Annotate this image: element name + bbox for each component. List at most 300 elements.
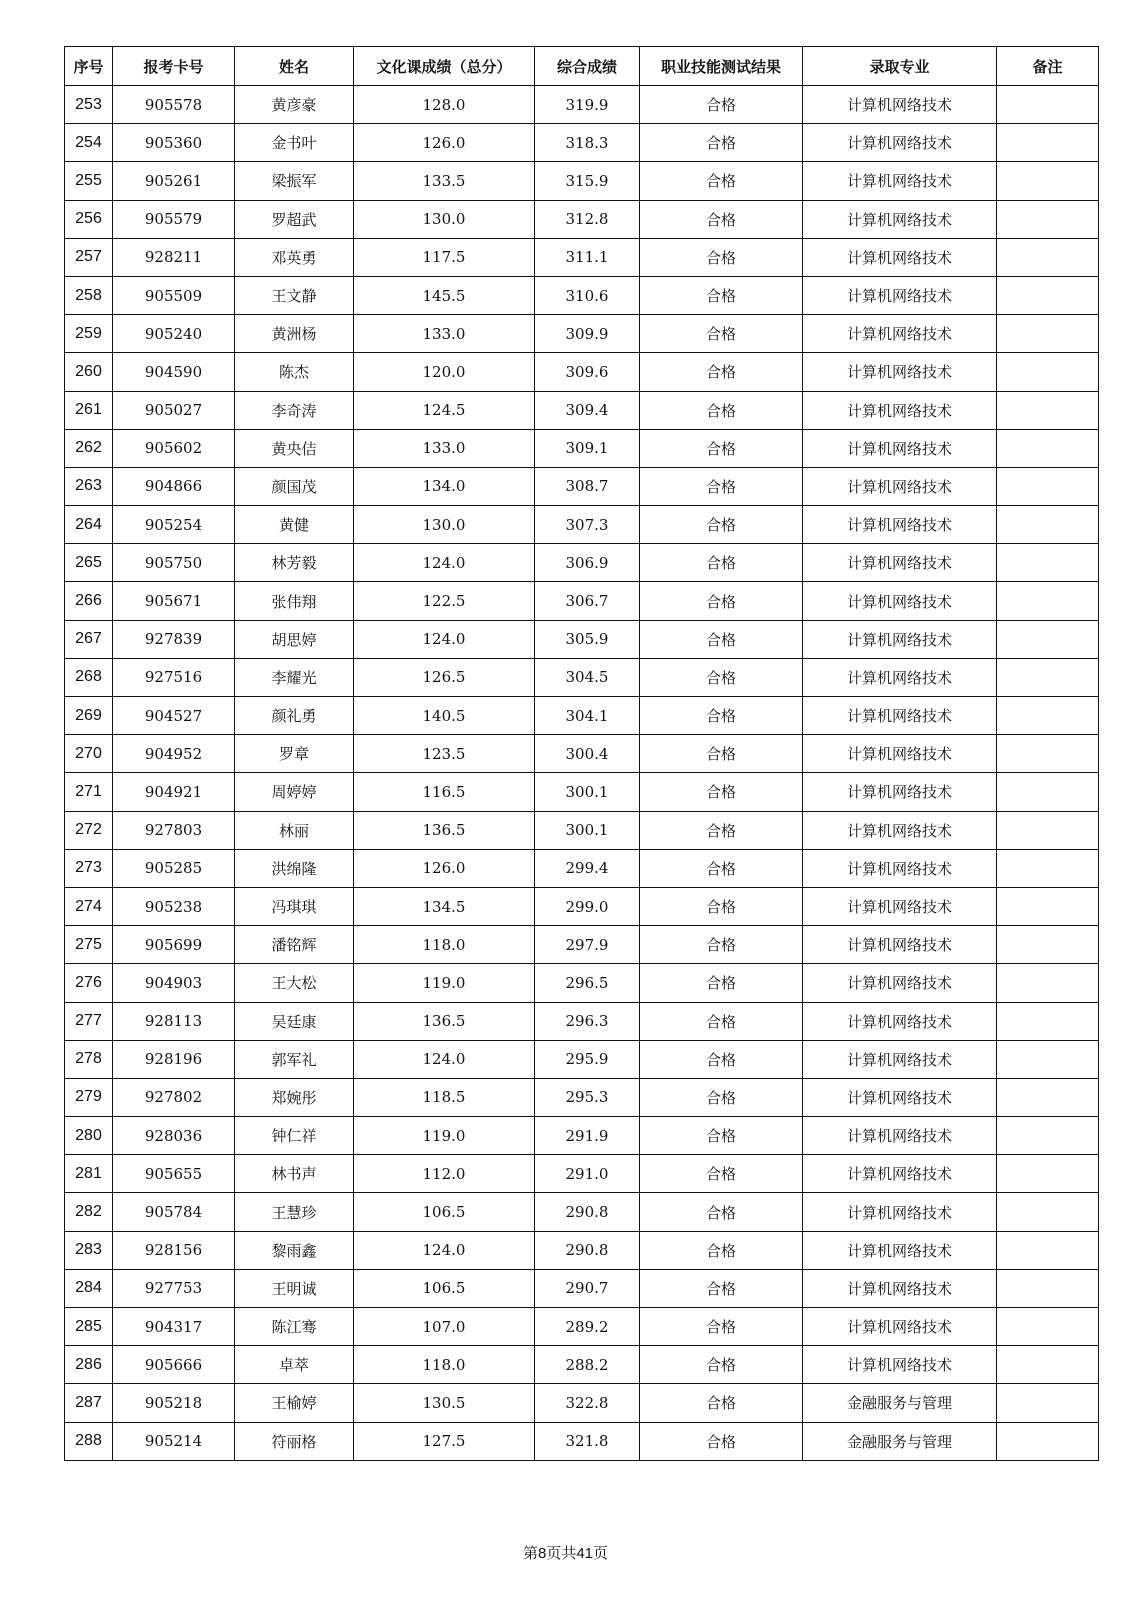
cell-exam-card-no: 928211 — [113, 238, 235, 276]
cell-composite-score: 305.9 — [535, 620, 640, 658]
cell-exam-card-no: 927516 — [113, 658, 235, 696]
cell-seq: 287 — [65, 1384, 113, 1422]
cell-exam-card-no: 905360 — [113, 124, 235, 162]
cell-name: 王文静 — [235, 276, 354, 314]
cell-seq: 265 — [65, 544, 113, 582]
cell-culture-score: 119.0 — [354, 1117, 535, 1155]
cell-exam-card-no: 928113 — [113, 1002, 235, 1040]
table-row — [65, 1422, 1099, 1460]
cell-culture-score: 124.0 — [354, 620, 535, 658]
cell-seq: 280 — [65, 1117, 113, 1155]
cell-remarks — [997, 1040, 1099, 1078]
cell-exam-card-no: 928196 — [113, 1040, 235, 1078]
cell-remarks — [997, 467, 1099, 505]
cell-skill-test-result: 合格 — [640, 276, 803, 314]
cell-name: 王慧珍 — [235, 1193, 354, 1231]
cell-remarks — [997, 811, 1099, 849]
cell-culture-score: 118.0 — [354, 1346, 535, 1384]
cell-culture-score: 119.0 — [354, 964, 535, 1002]
cell-composite-score: 296.5 — [535, 964, 640, 1002]
cell-composite-score: 304.5 — [535, 658, 640, 696]
cell-exam-card-no: 904317 — [113, 1308, 235, 1346]
cell-remarks — [997, 658, 1099, 696]
cell-admitted-major: 计算机网络技术 — [803, 391, 997, 429]
cell-remarks — [997, 1117, 1099, 1155]
cell-composite-score: 300.4 — [535, 735, 640, 773]
cell-name: 黄彦豪 — [235, 86, 354, 124]
cell-name: 黎雨鑫 — [235, 1231, 354, 1269]
cell-composite-score: 319.9 — [535, 86, 640, 124]
cell-admitted-major: 计算机网络技术 — [803, 926, 997, 964]
cell-exam-card-no: 905285 — [113, 849, 235, 887]
table-row — [65, 1308, 1099, 1346]
cell-seq: 254 — [65, 124, 113, 162]
cell-admitted-major: 计算机网络技术 — [803, 429, 997, 467]
cell-seq: 264 — [65, 506, 113, 544]
table-row — [65, 1193, 1099, 1231]
cell-composite-score: 295.3 — [535, 1078, 640, 1116]
cell-exam-card-no: 905655 — [113, 1155, 235, 1193]
cell-remarks — [997, 1269, 1099, 1307]
page-footer — [0, 1542, 1131, 1563]
cell-seq: 257 — [65, 238, 113, 276]
cell-seq: 274 — [65, 887, 113, 925]
cell-culture-score: 106.5 — [354, 1269, 535, 1307]
cell-admitted-major: 计算机网络技术 — [803, 124, 997, 162]
cell-exam-card-no: 905238 — [113, 887, 235, 925]
table-row — [65, 1155, 1099, 1193]
cell-skill-test-result: 合格 — [640, 506, 803, 544]
cell-culture-score: 140.5 — [354, 697, 535, 735]
cell-remarks — [997, 1155, 1099, 1193]
cell-admitted-major: 计算机网络技术 — [803, 1269, 997, 1307]
header-remarks: 备注 — [997, 47, 1099, 86]
cell-remarks — [997, 1002, 1099, 1040]
cell-name: 黄健 — [235, 506, 354, 544]
cell-name: 林丽 — [235, 811, 354, 849]
table-row — [65, 1269, 1099, 1307]
cell-exam-card-no: 905666 — [113, 1346, 235, 1384]
cell-culture-score: 136.5 — [354, 1002, 535, 1040]
cell-remarks — [997, 964, 1099, 1002]
table-body — [65, 86, 1099, 1461]
table-row — [65, 620, 1099, 658]
cell-seq: 276 — [65, 964, 113, 1002]
cell-culture-score: 128.0 — [354, 86, 535, 124]
cell-composite-score: 288.2 — [535, 1346, 640, 1384]
cell-composite-score: 299.4 — [535, 849, 640, 887]
cell-exam-card-no: 904866 — [113, 467, 235, 505]
cell-composite-score: 308.7 — [535, 467, 640, 505]
cell-skill-test-result: 合格 — [640, 1002, 803, 1040]
cell-culture-score: 126.5 — [354, 658, 535, 696]
cell-composite-score: 322.8 — [535, 1384, 640, 1422]
cell-remarks — [997, 200, 1099, 238]
cell-exam-card-no: 927802 — [113, 1078, 235, 1116]
table-row — [65, 1078, 1099, 1116]
cell-exam-card-no: 905578 — [113, 86, 235, 124]
cell-culture-score: 124.0 — [354, 1231, 535, 1269]
cell-seq: 256 — [65, 200, 113, 238]
cell-admitted-major: 计算机网络技术 — [803, 620, 997, 658]
header-composite-score: 综合成绩 — [535, 47, 640, 86]
cell-culture-score: 130.0 — [354, 200, 535, 238]
cell-culture-score: 136.5 — [354, 811, 535, 849]
cell-skill-test-result: 合格 — [640, 926, 803, 964]
cell-name: 王明诚 — [235, 1269, 354, 1307]
cell-seq: 261 — [65, 391, 113, 429]
cell-culture-score: 122.5 — [354, 582, 535, 620]
cell-admitted-major: 计算机网络技术 — [803, 811, 997, 849]
cell-remarks — [997, 1231, 1099, 1269]
cell-remarks — [997, 1308, 1099, 1346]
table-row — [65, 200, 1099, 238]
cell-skill-test-result: 合格 — [640, 1384, 803, 1422]
table-row — [65, 582, 1099, 620]
cell-skill-test-result: 合格 — [640, 1346, 803, 1384]
cell-composite-score: 296.3 — [535, 1002, 640, 1040]
cell-name: 黄央佶 — [235, 429, 354, 467]
cell-composite-score: 290.8 — [535, 1193, 640, 1231]
cell-composite-score: 318.3 — [535, 124, 640, 162]
table-row — [65, 1231, 1099, 1269]
table-row — [65, 429, 1099, 467]
cell-skill-test-result: 合格 — [640, 582, 803, 620]
cell-skill-test-result: 合格 — [640, 1155, 803, 1193]
cell-remarks — [997, 315, 1099, 353]
cell-composite-score: 321.8 — [535, 1422, 640, 1460]
cell-name: 金书叶 — [235, 124, 354, 162]
cell-exam-card-no: 905579 — [113, 200, 235, 238]
cell-admitted-major: 计算机网络技术 — [803, 200, 997, 238]
cell-composite-score: 290.8 — [535, 1231, 640, 1269]
cell-remarks — [997, 124, 1099, 162]
cell-admitted-major: 计算机网络技术 — [803, 697, 997, 735]
cell-skill-test-result: 合格 — [640, 620, 803, 658]
table-row — [65, 353, 1099, 391]
cell-admitted-major: 计算机网络技术 — [803, 1346, 997, 1384]
cell-composite-score: 304.1 — [535, 697, 640, 735]
cell-composite-score: 291.0 — [535, 1155, 640, 1193]
cell-name: 王大松 — [235, 964, 354, 1002]
cell-remarks — [997, 926, 1099, 964]
cell-culture-score: 130.5 — [354, 1384, 535, 1422]
admission-list-table-wrapper — [64, 46, 1098, 1461]
cell-seq: 268 — [65, 658, 113, 696]
cell-admitted-major: 计算机网络技术 — [803, 1078, 997, 1116]
cell-name: 卓萃 — [235, 1346, 354, 1384]
cell-composite-score: 307.3 — [535, 506, 640, 544]
cell-culture-score: 145.5 — [354, 276, 535, 314]
header-culture-score: 文化课成绩（总分） — [354, 47, 535, 86]
cell-name: 颜国茂 — [235, 467, 354, 505]
table-row — [65, 1346, 1099, 1384]
cell-culture-score: 126.0 — [354, 124, 535, 162]
cell-remarks — [997, 353, 1099, 391]
cell-skill-test-result: 合格 — [640, 1193, 803, 1231]
cell-composite-score: 306.7 — [535, 582, 640, 620]
cell-culture-score: 116.5 — [354, 773, 535, 811]
cell-seq: 277 — [65, 1002, 113, 1040]
cell-culture-score: 133.5 — [354, 162, 535, 200]
table-row — [65, 1117, 1099, 1155]
cell-admitted-major: 计算机网络技术 — [803, 1193, 997, 1231]
cell-skill-test-result: 合格 — [640, 544, 803, 582]
cell-exam-card-no: 905750 — [113, 544, 235, 582]
cell-name: 洪绵隆 — [235, 849, 354, 887]
table-row — [65, 391, 1099, 429]
cell-remarks — [997, 544, 1099, 582]
cell-seq: 279 — [65, 1078, 113, 1116]
cell-composite-score: 309.6 — [535, 353, 640, 391]
cell-skill-test-result: 合格 — [640, 849, 803, 887]
cell-admitted-major: 计算机网络技术 — [803, 467, 997, 505]
cell-skill-test-result: 合格 — [640, 124, 803, 162]
cell-name: 林芳毅 — [235, 544, 354, 582]
table-row — [65, 544, 1099, 582]
cell-name: 吴廷康 — [235, 1002, 354, 1040]
cell-seq: 269 — [65, 697, 113, 735]
cell-seq: 267 — [65, 620, 113, 658]
cell-seq: 278 — [65, 1040, 113, 1078]
cell-seq: 284 — [65, 1269, 113, 1307]
cell-seq: 271 — [65, 773, 113, 811]
cell-remarks — [997, 1346, 1099, 1384]
cell-composite-score: 315.9 — [535, 162, 640, 200]
cell-remarks — [997, 735, 1099, 773]
cell-composite-score: 312.8 — [535, 200, 640, 238]
cell-skill-test-result: 合格 — [640, 162, 803, 200]
header-name: 姓名 — [235, 47, 354, 86]
cell-seq: 260 — [65, 353, 113, 391]
cell-skill-test-result: 合格 — [640, 1117, 803, 1155]
cell-skill-test-result: 合格 — [640, 391, 803, 429]
cell-skill-test-result: 合格 — [640, 429, 803, 467]
cell-exam-card-no: 905261 — [113, 162, 235, 200]
cell-skill-test-result: 合格 — [640, 735, 803, 773]
cell-seq: 283 — [65, 1231, 113, 1269]
cell-composite-score: 300.1 — [535, 811, 640, 849]
cell-seq: 273 — [65, 849, 113, 887]
cell-name: 梁振军 — [235, 162, 354, 200]
table-row — [65, 238, 1099, 276]
cell-exam-card-no: 905699 — [113, 926, 235, 964]
cell-exam-card-no: 905240 — [113, 315, 235, 353]
cell-composite-score: 295.9 — [535, 1040, 640, 1078]
cell-remarks — [997, 887, 1099, 925]
cell-exam-card-no: 905509 — [113, 276, 235, 314]
cell-seq: 255 — [65, 162, 113, 200]
table-row — [65, 506, 1099, 544]
cell-admitted-major: 计算机网络技术 — [803, 582, 997, 620]
cell-seq: 259 — [65, 315, 113, 353]
table-row — [65, 1040, 1099, 1078]
cell-admitted-major: 计算机网络技术 — [803, 315, 997, 353]
cell-remarks — [997, 620, 1099, 658]
cell-exam-card-no: 904527 — [113, 697, 235, 735]
cell-culture-score: 134.5 — [354, 887, 535, 925]
cell-exam-card-no: 905214 — [113, 1422, 235, 1460]
cell-skill-test-result: 合格 — [640, 1078, 803, 1116]
cell-name: 郑婉彤 — [235, 1078, 354, 1116]
header-admitted-major: 录取专业 — [803, 47, 997, 86]
cell-composite-score: 299.0 — [535, 887, 640, 925]
table-row — [65, 467, 1099, 505]
cell-remarks — [997, 238, 1099, 276]
cell-culture-score: 120.0 — [354, 353, 535, 391]
cell-skill-test-result: 合格 — [640, 86, 803, 124]
cell-exam-card-no: 904903 — [113, 964, 235, 1002]
cell-admitted-major: 计算机网络技术 — [803, 353, 997, 391]
cell-admitted-major: 计算机网络技术 — [803, 506, 997, 544]
cell-remarks — [997, 1193, 1099, 1231]
cell-exam-card-no: 927803 — [113, 811, 235, 849]
cell-name: 符丽格 — [235, 1422, 354, 1460]
cell-name: 罗章 — [235, 735, 354, 773]
cell-admitted-major: 计算机网络技术 — [803, 1002, 997, 1040]
cell-culture-score: 124.0 — [354, 1040, 535, 1078]
cell-admitted-major: 计算机网络技术 — [803, 544, 997, 582]
cell-composite-score: 291.9 — [535, 1117, 640, 1155]
cell-admitted-major: 计算机网络技术 — [803, 1308, 997, 1346]
cell-remarks — [997, 429, 1099, 467]
cell-admitted-major: 计算机网络技术 — [803, 1040, 997, 1078]
cell-skill-test-result: 合格 — [640, 315, 803, 353]
footer-total-pages: 41 — [576, 1545, 594, 1562]
cell-name: 周婷婷 — [235, 773, 354, 811]
cell-exam-card-no: 927839 — [113, 620, 235, 658]
cell-exam-card-no: 905027 — [113, 391, 235, 429]
cell-admitted-major: 计算机网络技术 — [803, 658, 997, 696]
cell-culture-score: 117.5 — [354, 238, 535, 276]
cell-remarks — [997, 582, 1099, 620]
cell-admitted-major: 计算机网络技术 — [803, 162, 997, 200]
cell-culture-score: 134.0 — [354, 467, 535, 505]
cell-admitted-major: 计算机网络技术 — [803, 1117, 997, 1155]
cell-skill-test-result: 合格 — [640, 353, 803, 391]
cell-admitted-major: 计算机网络技术 — [803, 1231, 997, 1269]
cell-composite-score: 300.1 — [535, 773, 640, 811]
table-row — [65, 658, 1099, 696]
cell-remarks — [997, 86, 1099, 124]
table-row — [65, 926, 1099, 964]
cell-composite-score: 309.9 — [535, 315, 640, 353]
admission-list-table — [64, 46, 1099, 1461]
cell-admitted-major: 计算机网络技术 — [803, 887, 997, 925]
cell-name: 颜礼勇 — [235, 697, 354, 735]
cell-skill-test-result: 合格 — [640, 1269, 803, 1307]
cell-composite-score: 290.7 — [535, 1269, 640, 1307]
cell-skill-test-result: 合格 — [640, 1422, 803, 1460]
cell-culture-score: 127.5 — [354, 1422, 535, 1460]
cell-seq: 270 — [65, 735, 113, 773]
cell-remarks — [997, 773, 1099, 811]
cell-remarks — [997, 1384, 1099, 1422]
cell-seq: 258 — [65, 276, 113, 314]
cell-culture-score: 130.0 — [354, 506, 535, 544]
table-row — [65, 697, 1099, 735]
cell-admitted-major: 金融服务与管理 — [803, 1422, 997, 1460]
cell-seq: 253 — [65, 86, 113, 124]
cell-remarks — [997, 506, 1099, 544]
cell-culture-score: 118.5 — [354, 1078, 535, 1116]
header-seq: 序号 — [65, 47, 113, 86]
cell-seq: 262 — [65, 429, 113, 467]
cell-remarks — [997, 1078, 1099, 1116]
table-row — [65, 773, 1099, 811]
cell-culture-score: 133.0 — [354, 315, 535, 353]
header-skill-test-result: 职业技能测试结果 — [640, 47, 803, 86]
footer-suffix: 页 — [593, 1544, 609, 1562]
cell-admitted-major: 计算机网络技术 — [803, 964, 997, 1002]
cell-skill-test-result: 合格 — [640, 697, 803, 735]
cell-name: 冯琪琪 — [235, 887, 354, 925]
table-row — [65, 964, 1099, 1002]
cell-skill-test-result: 合格 — [640, 773, 803, 811]
cell-skill-test-result: 合格 — [640, 1308, 803, 1346]
cell-name: 李耀光 — [235, 658, 354, 696]
table-row — [65, 315, 1099, 353]
cell-composite-score: 289.2 — [535, 1308, 640, 1346]
cell-skill-test-result: 合格 — [640, 964, 803, 1002]
cell-culture-score: 126.0 — [354, 849, 535, 887]
cell-seq: 275 — [65, 926, 113, 964]
footer-prefix: 第 — [522, 1544, 538, 1562]
cell-exam-card-no: 904921 — [113, 773, 235, 811]
cell-seq: 285 — [65, 1308, 113, 1346]
cell-remarks — [997, 697, 1099, 735]
cell-remarks — [997, 276, 1099, 314]
cell-seq: 281 — [65, 1155, 113, 1193]
cell-seq: 286 — [65, 1346, 113, 1384]
cell-remarks — [997, 391, 1099, 429]
cell-remarks — [997, 162, 1099, 200]
table-row — [65, 124, 1099, 162]
cell-name: 张伟翔 — [235, 582, 354, 620]
cell-seq: 272 — [65, 811, 113, 849]
cell-name: 钟仁祥 — [235, 1117, 354, 1155]
cell-culture-score: 107.0 — [354, 1308, 535, 1346]
cell-seq: 288 — [65, 1422, 113, 1460]
cell-culture-score: 133.0 — [354, 429, 535, 467]
cell-culture-score: 123.5 — [354, 735, 535, 773]
cell-exam-card-no: 904952 — [113, 735, 235, 773]
cell-admitted-major: 计算机网络技术 — [803, 1155, 997, 1193]
cell-culture-score: 124.5 — [354, 391, 535, 429]
cell-exam-card-no: 905671 — [113, 582, 235, 620]
cell-seq: 263 — [65, 467, 113, 505]
cell-composite-score: 311.1 — [535, 238, 640, 276]
cell-name: 陈杰 — [235, 353, 354, 391]
cell-name: 陈江骞 — [235, 1308, 354, 1346]
cell-skill-test-result: 合格 — [640, 887, 803, 925]
cell-skill-test-result: 合格 — [640, 238, 803, 276]
table-row — [65, 1002, 1099, 1040]
table-row — [65, 849, 1099, 887]
cell-remarks — [997, 1422, 1099, 1460]
cell-name: 李奇涛 — [235, 391, 354, 429]
cell-composite-score: 310.6 — [535, 276, 640, 314]
cell-seq: 266 — [65, 582, 113, 620]
cell-skill-test-result: 合格 — [640, 1231, 803, 1269]
cell-admitted-major: 计算机网络技术 — [803, 86, 997, 124]
cell-admitted-major: 计算机网络技术 — [803, 276, 997, 314]
cell-name: 林书声 — [235, 1155, 354, 1193]
table-row — [65, 887, 1099, 925]
cell-composite-score: 297.9 — [535, 926, 640, 964]
cell-admitted-major: 金融服务与管理 — [803, 1384, 997, 1422]
cell-composite-score: 309.1 — [535, 429, 640, 467]
